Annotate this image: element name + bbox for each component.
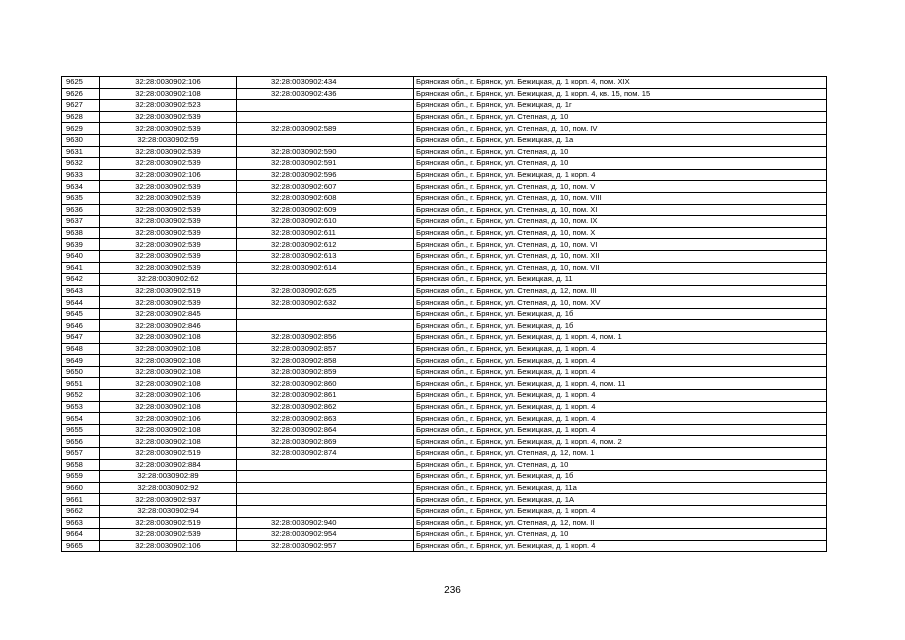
object-number-cell: 32:28:0030902:613 [237, 250, 414, 262]
table-row [62, 308, 827, 320]
parcel-number-cell: 32:28:0030902:519 [100, 448, 237, 460]
address-cell: Брянская обл., г. Брянск, ул. Степная, д. 10, пом. IV [414, 123, 827, 135]
table-row [62, 436, 827, 448]
row-number-cell: 9629 [62, 123, 100, 135]
address-cell: Брянская обл., г. Брянск, ул. Степная, д. 12, пом. III [414, 285, 827, 297]
row-number-cell: 9640 [62, 250, 100, 262]
row-number-cell: 9639 [62, 239, 100, 251]
object-number-cell: 32:28:0030902:874 [237, 448, 414, 460]
table-row [62, 134, 827, 146]
address-cell: Брянская обл., г. Брянск, ул. Бежицкая, д. 1 корп. 4 [414, 540, 827, 552]
object-number-cell: 32:28:0030902:434 [237, 77, 414, 89]
address-cell: Брянская обл., г. Брянск, ул. Степная, д. 10 [414, 529, 827, 541]
object-number-cell: 32:28:0030902:608 [237, 192, 414, 204]
parcel-number-cell: 32:28:0030902:108 [100, 366, 237, 378]
table-row [62, 459, 827, 471]
table-row [62, 355, 827, 367]
table-row [62, 285, 827, 297]
address-cell: Брянская обл., г. Брянск, ул. Бежицкая, д. 1б [414, 471, 827, 483]
table-row [62, 123, 827, 135]
row-number-cell: 9636 [62, 204, 100, 216]
address-cell: Брянская обл., г. Брянск, ул. Бежицкая, д. 1 корп. 4 [414, 505, 827, 517]
table-row [62, 169, 827, 181]
address-cell: Брянская обл., г. Брянск, ул. Степная, д. 12, пом. II [414, 517, 827, 529]
object-number-cell: 32:28:0030902:860 [237, 378, 414, 390]
parcel-number-cell: 32:28:0030902:106 [100, 169, 237, 181]
row-number-cell: 9663 [62, 517, 100, 529]
object-number-cell: 32:28:0030902:632 [237, 297, 414, 309]
table-row [62, 505, 827, 517]
table-row [62, 424, 827, 436]
parcel-number-cell: 32:28:0030902:108 [100, 355, 237, 367]
table-row [62, 181, 827, 193]
table-row [62, 158, 827, 170]
table-row [62, 482, 827, 494]
parcel-number-cell: 32:28:0030902:106 [100, 77, 237, 89]
object-number-cell [237, 111, 414, 123]
object-number-cell [237, 134, 414, 146]
address-cell: Брянская обл., г. Брянск, ул. Степная, д. 10, пом. VI [414, 239, 827, 251]
parcel-number-cell: 32:28:0030902:108 [100, 343, 237, 355]
row-number-cell: 9664 [62, 529, 100, 541]
table-row [62, 227, 827, 239]
object-number-cell: 32:28:0030902:607 [237, 181, 414, 193]
table-row [62, 529, 827, 541]
address-cell: Брянская обл., г. Брянск, ул. Степная, д. 10, пом. VIII [414, 192, 827, 204]
address-cell: Брянская обл., г. Брянск, ул. Бежицкая, д. 11 [414, 274, 827, 286]
row-number-cell: 9654 [62, 413, 100, 425]
object-number-cell: 32:28:0030902:858 [237, 355, 414, 367]
parcel-number-cell: 32:28:0030902:92 [100, 482, 237, 494]
parcel-number-cell: 32:28:0030902:519 [100, 517, 237, 529]
row-number-cell: 9665 [62, 540, 100, 552]
table-row [62, 320, 827, 332]
table-row [62, 100, 827, 112]
parcel-number-cell: 32:28:0030902:846 [100, 320, 237, 332]
address-cell: Брянская обл., г. Брянск, ул. Бежицкая, д. 1б [414, 308, 827, 320]
parcel-number-cell: 32:28:0030902:539 [100, 181, 237, 193]
parcel-number-cell: 32:28:0030902:539 [100, 158, 237, 170]
object-number-cell: 32:28:0030902:940 [237, 517, 414, 529]
object-number-cell: 32:28:0030902:625 [237, 285, 414, 297]
row-number-cell: 9645 [62, 308, 100, 320]
row-number-cell: 9650 [62, 366, 100, 378]
parcel-number-cell: 32:28:0030902:108 [100, 436, 237, 448]
table-row [62, 216, 827, 228]
object-number-cell: 32:28:0030902:957 [237, 540, 414, 552]
table-row [62, 332, 827, 344]
table-row [62, 343, 827, 355]
object-number-cell: 32:28:0030902:614 [237, 262, 414, 274]
row-number-cell: 9627 [62, 100, 100, 112]
object-number-cell: 32:28:0030902:436 [237, 88, 414, 100]
page-number: 236 [444, 585, 461, 596]
table-row [62, 517, 827, 529]
object-number-cell: 32:28:0030902:864 [237, 424, 414, 436]
row-number-cell: 9652 [62, 390, 100, 402]
row-number-cell: 9653 [62, 401, 100, 413]
row-number-cell: 9625 [62, 77, 100, 89]
parcel-number-cell: 32:28:0030902:539 [100, 111, 237, 123]
address-cell: Брянская обл., г. Брянск, ул. Бежицкая, д. 1А [414, 494, 827, 506]
parcel-number-cell: 32:28:0030902:59 [100, 134, 237, 146]
parcel-number-cell: 32:28:0030902:106 [100, 413, 237, 425]
object-number-cell [237, 494, 414, 506]
row-number-cell: 9633 [62, 169, 100, 181]
address-cell: Брянская обл., г. Брянск, ул. Бежицкая, д. 1 корп. 4 [414, 169, 827, 181]
address-cell: Брянская обл., г. Брянск, ул. Степная, д. 10, пом. IX [414, 216, 827, 228]
address-cell: Брянская обл., г. Брянск, ул. Степная, д. 10, пом. XII [414, 250, 827, 262]
row-number-cell: 9661 [62, 494, 100, 506]
row-number-cell: 9647 [62, 332, 100, 344]
parcel-number-cell: 32:28:0030902:884 [100, 459, 237, 471]
row-number-cell: 9637 [62, 216, 100, 228]
object-number-cell: 32:28:0030902:863 [237, 413, 414, 425]
address-cell: Брянская обл., г. Брянск, ул. Бежицкая, д. 1 корп. 4, пом. 1 [414, 332, 827, 344]
object-number-cell: 32:28:0030902:589 [237, 123, 414, 135]
parcel-number-cell: 32:28:0030902:539 [100, 297, 237, 309]
parcel-number-cell: 32:28:0030902:937 [100, 494, 237, 506]
table-row [62, 250, 827, 262]
parcel-number-cell: 32:28:0030902:539 [100, 262, 237, 274]
address-cell: Брянская обл., г. Брянск, ул. Бежицкая, д. 1г [414, 100, 827, 112]
address-cell: Брянская обл., г. Брянск, ул. Бежицкая, д. 1 корп. 4, кв. 15, пом. 15 [414, 88, 827, 100]
row-number-cell: 9634 [62, 181, 100, 193]
parcel-number-cell: 32:28:0030902:108 [100, 401, 237, 413]
row-number-cell: 9630 [62, 134, 100, 146]
object-number-cell: 32:28:0030902:609 [237, 204, 414, 216]
address-cell: Брянская обл., г. Брянск, ул. Бежицкая, д. 1 корп. 4, пом. 11 [414, 378, 827, 390]
row-number-cell: 9655 [62, 424, 100, 436]
address-cell: Брянская обл., г. Брянск, ул. Бежицкая, д. 1 корп. 4, пом. 2 [414, 436, 827, 448]
table-row [62, 471, 827, 483]
row-number-cell: 9632 [62, 158, 100, 170]
object-number-cell: 32:28:0030902:856 [237, 332, 414, 344]
object-number-cell: 32:28:0030902:591 [237, 158, 414, 170]
parcel-number-cell: 32:28:0030902:539 [100, 216, 237, 228]
address-cell: Брянская обл., г. Брянск, ул. Степная, д. 10, пом. XV [414, 297, 827, 309]
parcel-number-cell: 32:28:0030902:539 [100, 239, 237, 251]
cadastral-table [61, 76, 827, 552]
parcel-number-cell: 32:28:0030902:523 [100, 100, 237, 112]
object-number-cell [237, 471, 414, 483]
object-number-cell: 32:28:0030902:596 [237, 169, 414, 181]
row-number-cell: 9659 [62, 471, 100, 483]
table-row [62, 274, 827, 286]
address-cell: Брянская обл., г. Брянск, ул. Бежицкая, д. 1 корп. 4 [414, 366, 827, 378]
address-cell: Брянская обл., г. Брянск, ул. Степная, д. 10, пом. XI [414, 204, 827, 216]
table-row [62, 204, 827, 216]
parcel-number-cell: 32:28:0030902:845 [100, 308, 237, 320]
object-number-cell: 32:28:0030902:954 [237, 529, 414, 541]
row-number-cell: 9631 [62, 146, 100, 158]
table-row [62, 401, 827, 413]
parcel-number-cell: 32:28:0030902:108 [100, 424, 237, 436]
address-cell: Брянская обл., г. Брянск, ул. Бежицкая, д. 1а [414, 134, 827, 146]
address-cell: Брянская обл., г. Брянск, ул. Бежицкая, д. 1 корп. 4 [414, 343, 827, 355]
row-number-cell: 9643 [62, 285, 100, 297]
row-number-cell: 9646 [62, 320, 100, 332]
row-number-cell: 9651 [62, 378, 100, 390]
row-number-cell: 9641 [62, 262, 100, 274]
table-row [62, 297, 827, 309]
address-cell: Брянская обл., г. Брянск, ул. Бежицкая, д. 1 корп. 4 [414, 401, 827, 413]
table-row [62, 111, 827, 123]
parcel-number-cell: 32:28:0030902:539 [100, 250, 237, 262]
object-number-cell: 32:28:0030902:857 [237, 343, 414, 355]
row-number-cell: 9644 [62, 297, 100, 309]
row-number-cell: 9662 [62, 505, 100, 517]
parcel-number-cell: 32:28:0030902:539 [100, 123, 237, 135]
row-number-cell: 9656 [62, 436, 100, 448]
object-number-cell: 32:28:0030902:861 [237, 390, 414, 402]
row-number-cell: 9648 [62, 343, 100, 355]
row-number-cell: 9649 [62, 355, 100, 367]
table-row [62, 390, 827, 402]
parcel-number-cell: 32:28:0030902:94 [100, 505, 237, 517]
address-cell: Брянская обл., г. Брянск, ул. Бежицкая, д. 1 корп. 4 [414, 413, 827, 425]
row-number-cell: 9626 [62, 88, 100, 100]
parcel-number-cell: 32:28:0030902:108 [100, 88, 237, 100]
row-number-cell: 9658 [62, 459, 100, 471]
address-cell: Брянская обл., г. Брянск, ул. Бежицкая, д. 11а [414, 482, 827, 494]
address-cell: Брянская обл., г. Брянск, ул. Бежицкая, д. 1 корп. 4, пом. XIX [414, 77, 827, 89]
address-cell: Брянская обл., г. Брянск, ул. Степная, д. 10 [414, 158, 827, 170]
table-row [62, 239, 827, 251]
row-number-cell: 9657 [62, 448, 100, 460]
address-cell: Брянская обл., г. Брянск, ул. Степная, д. 10 [414, 111, 827, 123]
object-number-cell [237, 308, 414, 320]
row-number-cell: 9628 [62, 111, 100, 123]
parcel-number-cell: 32:28:0030902:108 [100, 378, 237, 390]
row-number-cell: 9660 [62, 482, 100, 494]
parcel-number-cell: 32:28:0030902:106 [100, 390, 237, 402]
table-row [62, 88, 827, 100]
object-number-cell: 32:28:0030902:611 [237, 227, 414, 239]
address-cell: Брянская обл., г. Брянск, ул. Бежицкая, д. 1 корп. 4 [414, 355, 827, 367]
object-number-cell: 32:28:0030902:869 [237, 436, 414, 448]
address-cell: Брянская обл., г. Брянск, ул. Бежицкая, д. 1 корп. 4 [414, 390, 827, 402]
address-cell: Брянская обл., г. Брянск, ул. Степная, д. 10 [414, 459, 827, 471]
table-body [62, 77, 827, 552]
object-number-cell [237, 320, 414, 332]
parcel-number-cell: 32:28:0030902:89 [100, 471, 237, 483]
row-number-cell: 9635 [62, 192, 100, 204]
table-row [62, 77, 827, 89]
parcel-number-cell: 32:28:0030902:539 [100, 529, 237, 541]
table-row [62, 378, 827, 390]
parcel-number-cell: 32:28:0030902:108 [100, 332, 237, 344]
table-row [62, 262, 827, 274]
object-number-cell: 32:28:0030902:590 [237, 146, 414, 158]
address-cell: Брянская обл., г. Брянск, ул. Степная, д. 10, пом. VII [414, 262, 827, 274]
parcel-number-cell: 32:28:0030902:62 [100, 274, 237, 286]
address-cell: Брянская обл., г. Брянск, ул. Степная, д. 10, пом. X [414, 227, 827, 239]
parcel-number-cell: 32:28:0030902:519 [100, 285, 237, 297]
parcel-number-cell: 32:28:0030902:539 [100, 204, 237, 216]
row-number-cell: 9638 [62, 227, 100, 239]
table-row [62, 192, 827, 204]
address-cell: Брянская обл., г. Брянск, ул. Степная, д. 10, пом. V [414, 181, 827, 193]
object-number-cell [237, 505, 414, 517]
table-row [62, 540, 827, 552]
parcel-number-cell: 32:28:0030902:539 [100, 227, 237, 239]
object-number-cell: 32:28:0030902:610 [237, 216, 414, 228]
object-number-cell [237, 482, 414, 494]
parcel-number-cell: 32:28:0030902:539 [100, 146, 237, 158]
table-row [62, 146, 827, 158]
parcel-number-cell: 32:28:0030902:106 [100, 540, 237, 552]
object-number-cell [237, 459, 414, 471]
parcel-number-cell: 32:28:0030902:539 [100, 192, 237, 204]
address-cell: Брянская обл., г. Брянск, ул. Бежицкая, д. 1б [414, 320, 827, 332]
table-row [62, 366, 827, 378]
row-number-cell: 9642 [62, 274, 100, 286]
address-cell: Брянская обл., г. Брянск, ул. Степная, д. 10 [414, 146, 827, 158]
object-number-cell: 32:28:0030902:859 [237, 366, 414, 378]
table-row [62, 448, 827, 460]
table-row [62, 494, 827, 506]
address-cell: Брянская обл., г. Брянск, ул. Степная, д. 12, пом. 1 [414, 448, 827, 460]
address-cell: Брянская обл., г. Брянск, ул. Бежицкая, д. 1 корп. 4 [414, 424, 827, 436]
object-number-cell: 32:28:0030902:862 [237, 401, 414, 413]
object-number-cell [237, 100, 414, 112]
object-number-cell: 32:28:0030902:612 [237, 239, 414, 251]
object-number-cell [237, 274, 414, 286]
table-row [62, 413, 827, 425]
